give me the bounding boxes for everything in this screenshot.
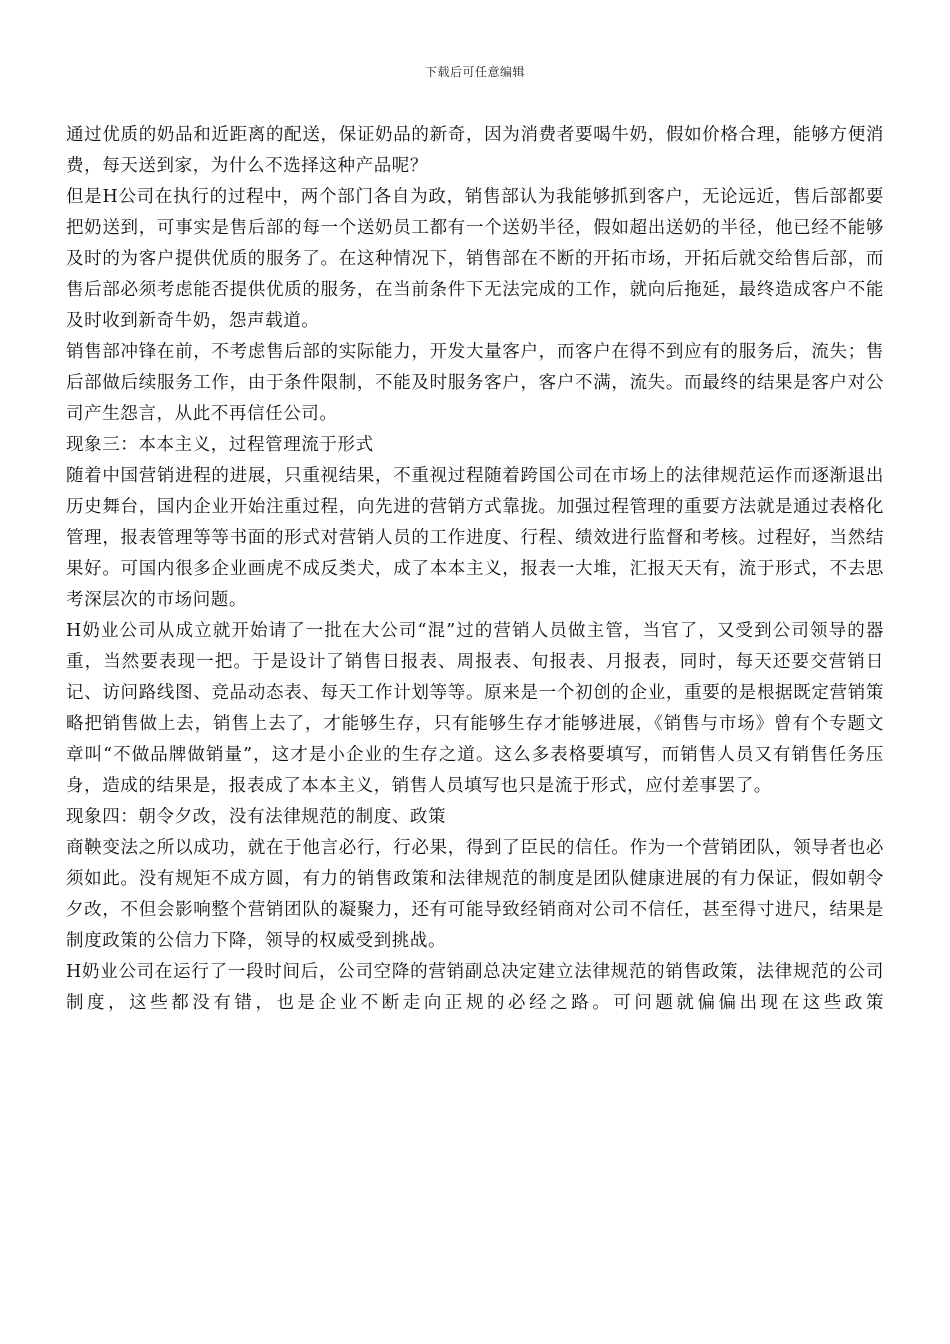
section-heading-3: 现象三：本本主义，过程管理流于形式 (66, 435, 374, 455)
paragraph-5: H奶业公司从成立就开始请了一批在大公司“混”过的营销人员做主管，当官了，又受到公司领导的器重，当然要表现一把。于是设计了销售日报表、周报表、旬报表、月报表，同时，每天还要交营销日记、访问路线图、竞品动态表、每天工作计划等等。原来是一个初创的企业，重要的是根据既定营销策略把销售做上去，销售上去了，才能够生存，只有能够生存才能够进展，《销售与市场》曾有个专题文章叫“不做品牌做销量”，这才是小企业的生存之道。这么多表格要填写，而销售人员又有销售任务压身，造成的结果是，报表成了本本主义，销售人员填写也只是流于形式，应付差事罢了。 (66, 621, 884, 796)
document-body (66, 120, 884, 1019)
paragraph-1: 通过优质的奶品和近距离的配送，保证奶品的新奇，因为消费者要喝牛奶，假如价格合理，能够方便消费，每天送到家，为什么不选择这种产品呢？ (66, 125, 884, 176)
paragraph-3: 销售部冲锋在前，不考虑售后部的实际能力，开发大量客户，而客户在得不到应有的服务后，流失；售后部做后续服务工作，由于条件限制，不能及时服务客户，客户不满，流失。而最终的结果是客户对公司产生怨言，从此不再信任公司。 (66, 342, 884, 424)
paragraph-6: 商鞅变法之所以成功，就在于他言必行，行必果，得到了臣民的信任。作为一个营销团队，领导者也必须如此。没有规矩不成方圆，有力的销售政策和法律规范的制度是团队健康进展的有力保证，假如朝令夕改，不但会影响整个营销团队的凝聚力，还有可能导致经销商对公司不信任，甚至得寸进尺，结果是制度政策的公信力下降，领导的权威受到挑战。 (66, 838, 884, 951)
paragraph-7: H奶业公司在运行了一段时间后，公司空降的营销副总决定建立法律规范的销售政策，法律规范的公司制度，这些都没有错，也是企业不断走向正规的必经之路。可问题就偏偏出现在这些政策 (66, 962, 884, 1013)
paragraph-4: 随着中国营销进程的进展，只重视结果，不重视过程随着跨国公司在市场上的法律规范运作而逐渐退出历史舞台，国内企业开始注重过程，向先进的营销方式靠拢。加强过程管理的重要方法就是通过表格化管理，报表管理等等书面的形式对营销人员的工作进度、行程、绩效进行监督和考核。过程好，当然结果好。可国内很多企业画虎不成反类犬，成了本本主义，报表一大堆，汇报天天有，流于形式，不去思考深层次的市场问题。 (66, 466, 884, 610)
section-heading-4: 现象四：朝令夕改，没有法律规范的制度、政策 (66, 807, 447, 827)
paragraph-2: 但是H公司在执行的过程中，两个部门各自为政，销售部认为我能够抓到客户，无论远近，售后部都要把奶送到，可事实是售后部的每一个送奶员工都有一个送奶半径，假如超出送奶的半径，他已经不能够及时的为客户提供优质的服务了。在这种情况下，销售部在不断的开拓市场，开拓后就交给售后部，而售后部必须考虑能否提供优质的服务，在当前条件下无法完成的工作，就向后拖延，最终造成客户不能及时收到新奇牛奶，怨声载道。 (66, 187, 884, 331)
page-header: 下载后可任意编辑 (424, 65, 525, 79)
